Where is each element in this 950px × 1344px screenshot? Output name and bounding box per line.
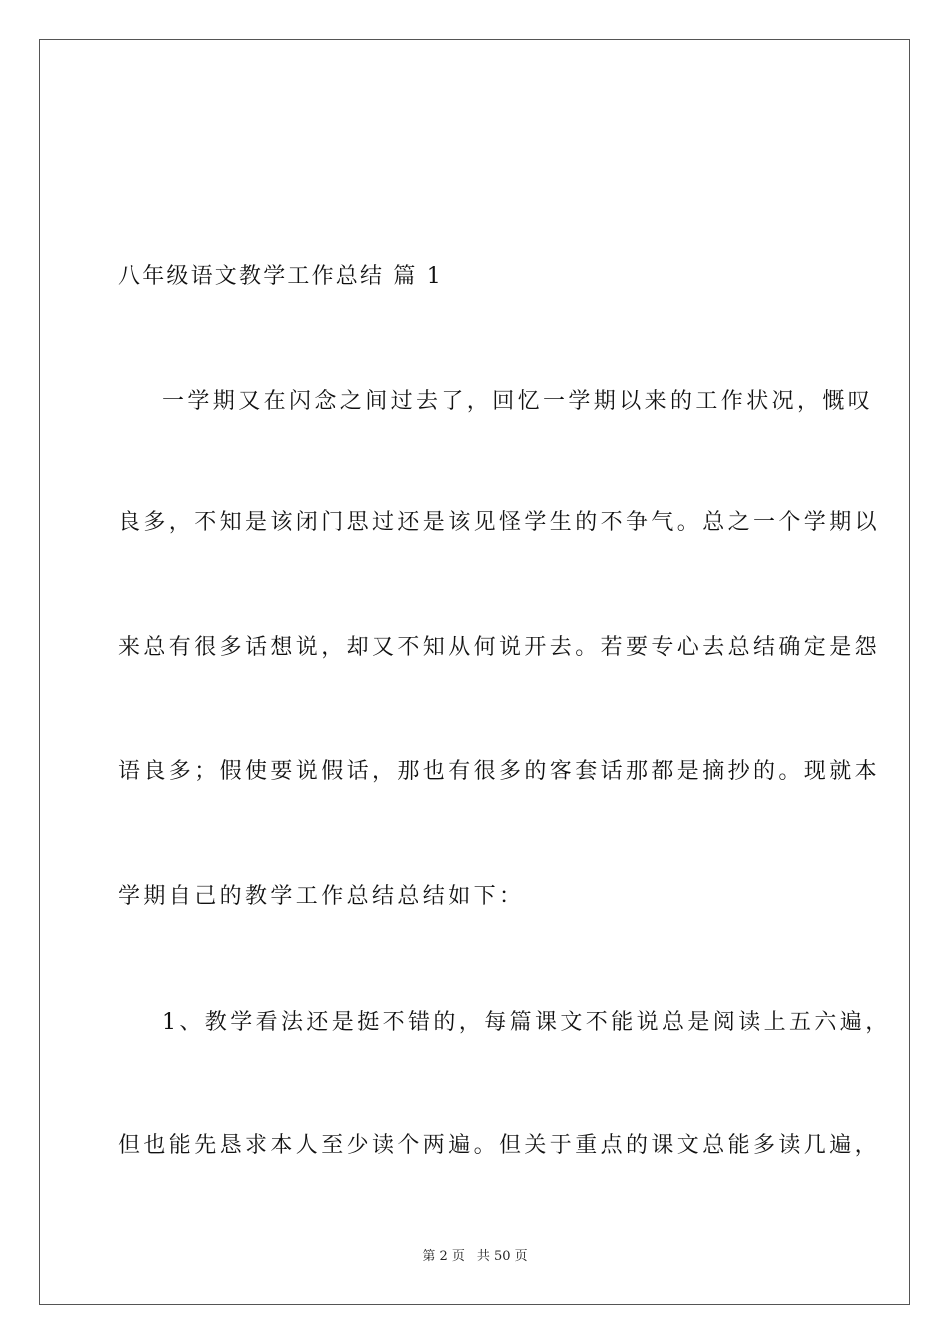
- paragraph-line: 来总有很多话想说，却又不知从何说开去。若要专心去总结确定是怨: [118, 635, 881, 660]
- paragraph-line: 良多，不知是该闭门思过还是该见怪学生的不争气。总之一个学期以: [118, 510, 881, 535]
- page-border: [39, 39, 910, 1305]
- page-total: 共 50 页: [476, 1249, 528, 1264]
- paragraph-line: 学期自己的教学工作总结总结如下：: [118, 884, 525, 909]
- page-number: 第 2 页: [422, 1249, 465, 1264]
- paragraph-line: 但也能先恳求本人至少读个两遍。但关于重点的课文总能多读几遍，: [118, 1133, 881, 1158]
- paragraph-line: 语良多；假使要说假话，那也有很多的客套话那都是摘抄的。现就本: [118, 759, 881, 784]
- document-title: 八年级语文教学工作总结 篇 1: [118, 264, 443, 289]
- page-footer: [0, 1248, 950, 1266]
- paragraph-line: 一学期又在闪念之间过去了，回忆一学期以来的工作状况，慨叹: [162, 389, 874, 414]
- paragraph-line: 1、教学看法还是挺不错的，每篇课文不能说总是阅读上五六遍，: [162, 1010, 891, 1035]
